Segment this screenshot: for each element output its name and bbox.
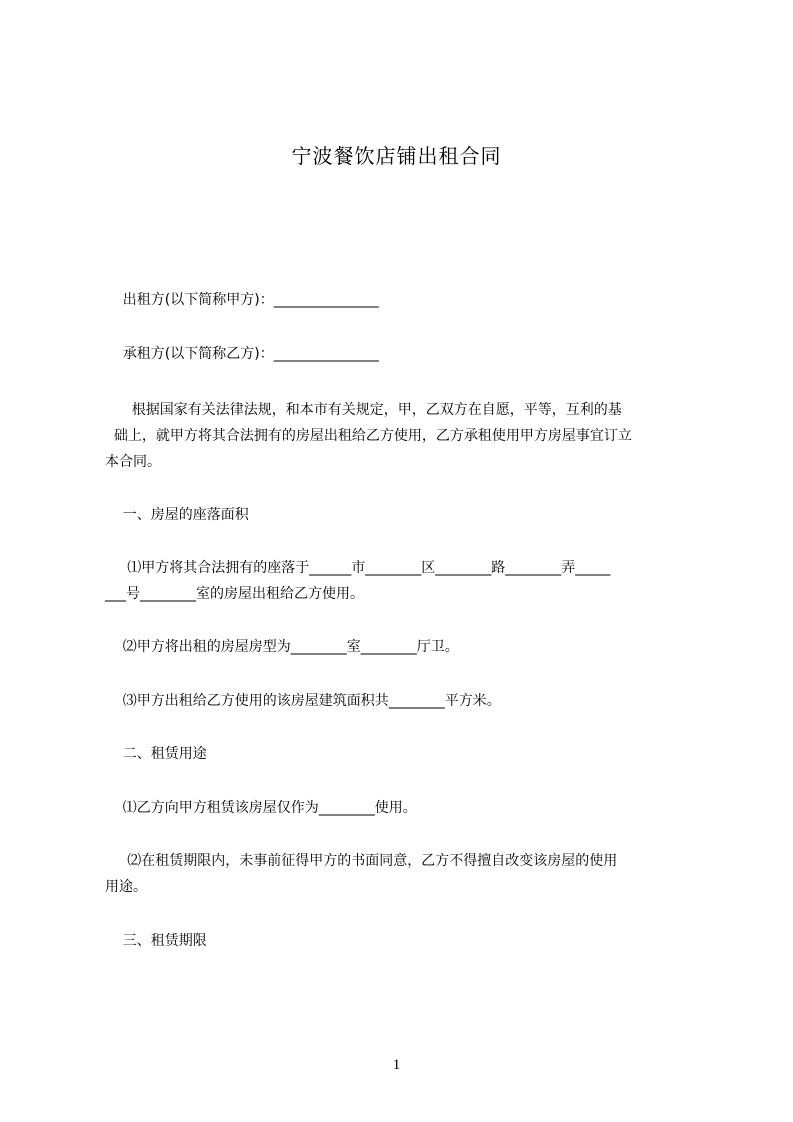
section1-item1-line1: ⑴甲方将其合法拥有的座落于______市________区________路________弄_____ <box>105 560 611 576</box>
section2-heading: 二、租赁用途 <box>105 746 207 762</box>
section1-heading: 一、房屋的座落面积 <box>105 507 249 523</box>
section2-item2-line2: 用途。 <box>105 879 147 895</box>
lessee-line: 承租方(以下简称乙方)：_______________ <box>105 346 379 362</box>
preamble-line-3: 本合同。 <box>105 454 161 470</box>
page-number: 1 <box>392 1057 401 1073</box>
section1-item3: ⑶甲方出租给乙方使用的该房屋建筑面积共________平方米。 <box>105 693 501 709</box>
section1-item1-line2: ___号________室的房屋出租给乙方使用。 <box>105 586 364 602</box>
preamble-line-2: 础上，就甲方将其合法拥有的房屋出租给乙方使用，乙方承租使用甲方房屋事宜订立 <box>105 428 632 444</box>
section1-item2: ⑵甲方将出租的房屋房型为________室________厅卫。 <box>105 639 459 655</box>
section2-item1: ⑴乙方向甲方租赁该房屋仅作为________使用。 <box>105 800 417 816</box>
lessor-line: 出租方(以下简称甲方)：_______________ <box>105 292 379 308</box>
section2-item2-line1: ⑵在租赁期限内，未事前征得甲方的书面同意，乙方不得擅自改变该房屋的使用 <box>105 853 618 869</box>
preamble-line-1: 根据国家有关法律法规，和本市有关规定，甲，乙双方在自愿，平等，互利的基 <box>105 402 622 418</box>
section3-heading: 三、租赁期限 <box>105 933 207 949</box>
document-title: 宁波餐饮店铺出租合同 <box>291 144 502 168</box>
